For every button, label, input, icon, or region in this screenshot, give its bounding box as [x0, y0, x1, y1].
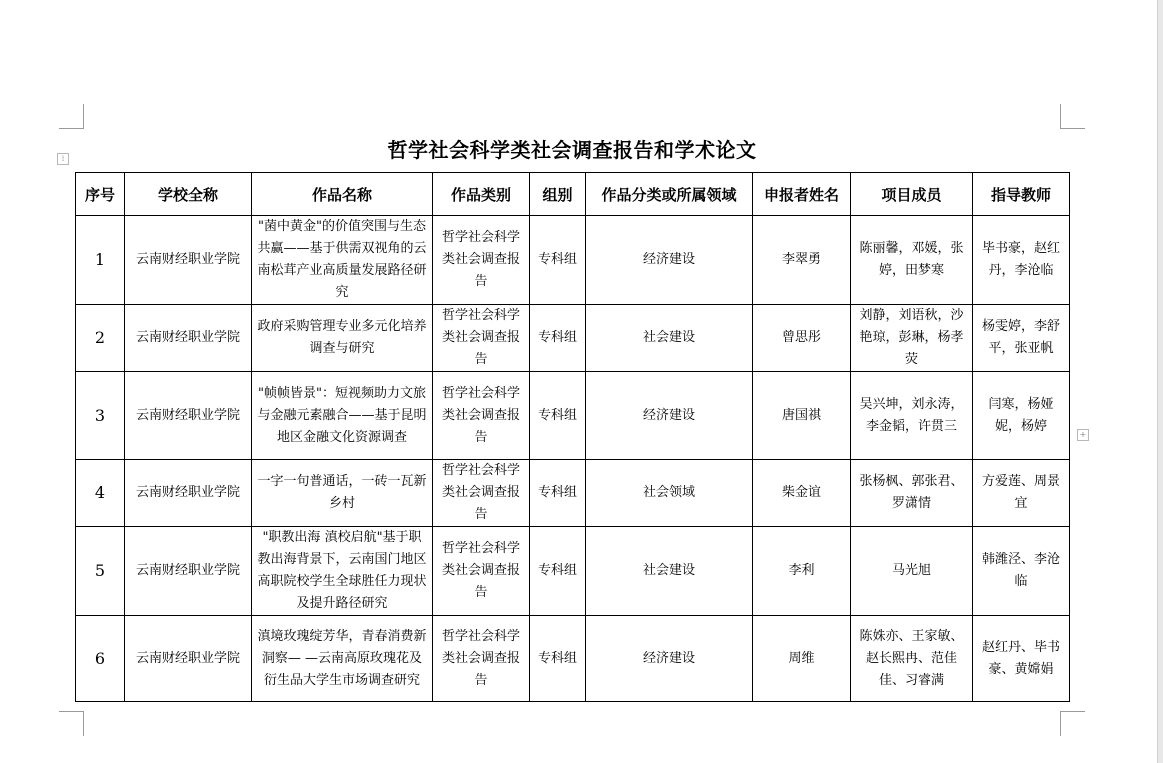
cell-seq: 3 — [76, 372, 125, 460]
header-row — [76, 173, 1070, 216]
cell-school: 云南财经职业学院 — [125, 305, 252, 372]
header-cell-work-name: 作品名称 — [252, 173, 433, 216]
window-edge — [1157, 0, 1163, 763]
cell-field: 经济建设 — [586, 372, 753, 460]
cell-members: 刘静，刘语秋，沙艳琼，彭琳，杨孝荧 — [851, 305, 973, 372]
cell-advisor: 韩潍泾、李沧临 — [973, 527, 1070, 616]
cell-advisor: 毕书豪，赵红丹，李沧临 — [973, 216, 1070, 305]
cell-category: 哲学社会科学类社会调查报告 — [433, 305, 530, 372]
cell-school: 云南财经职业学院 — [125, 460, 252, 527]
cell-category: 哲学社会科学类社会调查报告 — [433, 616, 530, 702]
table-add-row-icon[interactable]: + — [1077, 429, 1089, 441]
cell-applicant: 曾思彤 — [753, 305, 851, 372]
cell-school: 云南财经职业学院 — [125, 372, 252, 460]
table-row — [76, 616, 1070, 702]
cell-group: 专科组 — [530, 616, 586, 702]
cell-members: 张杨枫、郭张君、罗潇情 — [851, 460, 973, 527]
cell-group: 专科组 — [530, 527, 586, 616]
margin-corner-bottom-right — [1060, 711, 1085, 736]
cell-work-name: "职教出海 滇校启航"基于职教出海背景下，云南国门地区高职院校学生全球胜任力现状及提升路径研究 — [252, 527, 433, 616]
cell-applicant: 李翠勇 — [753, 216, 851, 305]
cell-members: 吴兴坤，刘永涛，李金韬，许贯三 — [851, 372, 973, 460]
cell-group: 专科组 — [530, 372, 586, 460]
document-title: 哲学社会科学类社会调查报告和学术论文 — [387, 138, 757, 162]
cell-category: 哲学社会科学类社会调查报告 — [433, 372, 530, 460]
header-cell-group: 组别 — [530, 173, 586, 216]
cell-applicant: 周维 — [753, 616, 851, 702]
cell-work-name: 滇境玫瑰绽芳华，青春消费新洞察— —云南高原玫瑰花及衍生品大学生市场调查研究 — [252, 616, 433, 702]
header-cell-seq: 序号 — [76, 173, 125, 216]
cell-members: 陈丽馨，邓媛，张婷，田梦寒 — [851, 216, 973, 305]
cell-school: 云南财经职业学院 — [125, 527, 252, 616]
cell-field: 社会建设 — [586, 305, 753, 372]
header-cell-field: 作品分类或所属领域 — [586, 173, 753, 216]
cell-advisor: 方爱莲、周景宜 — [973, 460, 1070, 527]
cell-field: 社会建设 — [586, 527, 753, 616]
cell-field: 经济建设 — [586, 216, 753, 305]
cell-members: 马光旭 — [851, 527, 973, 616]
cell-field: 经济建设 — [586, 616, 753, 702]
cell-group: 专科组 — [530, 460, 586, 527]
margin-corner-bottom-left — [59, 711, 84, 736]
cell-seq: 1 — [76, 216, 125, 305]
cell-work-name: "帧帧皆景"：短视频助力文旅与金融元素融合——基于昆明地区金融文化资源调查 — [252, 372, 433, 460]
cell-seq: 6 — [76, 616, 125, 702]
cell-group: 专科组 — [530, 216, 586, 305]
margin-corner-top-right — [1060, 104, 1085, 129]
cell-category: 哲学社会科学类社会调查报告 — [433, 527, 530, 616]
cell-advisor: 赵红丹、毕书豪、黄嫦娟 — [973, 616, 1070, 702]
cell-work-name: "菌中黄金"的价值突围与生态共赢——基于供需双视角的云南松茸产业高质量发展路径研究 — [252, 216, 433, 305]
cell-seq: 4 — [76, 460, 125, 527]
cell-group: 专科组 — [530, 305, 586, 372]
report-table — [75, 172, 1070, 702]
cell-advisor: 杨雯婷，李舒平，张亚帆 — [973, 305, 1070, 372]
cell-seq: 5 — [76, 527, 125, 616]
cell-category: 哲学社会科学类社会调查报告 — [433, 216, 530, 305]
table-move-handle-icon[interactable]: ⁞ — [57, 153, 69, 165]
cell-work-name: 政府采购管理专业多元化培养调查与研究 — [252, 305, 433, 372]
cell-advisor: 闫寒，杨娅妮，杨婷 — [973, 372, 1070, 460]
cell-school: 云南财经职业学院 — [125, 616, 252, 702]
cell-applicant: 李利 — [753, 527, 851, 616]
cell-applicant: 唐国祺 — [753, 372, 851, 460]
header-cell-school: 学校全称 — [125, 173, 252, 216]
header-cell-advisor: 指导教师 — [973, 173, 1070, 216]
table-row — [76, 372, 1070, 460]
cell-seq: 2 — [76, 305, 125, 372]
header-cell-members: 项目成员 — [851, 173, 973, 216]
table-row — [76, 305, 1070, 372]
table-row — [76, 460, 1070, 527]
header-cell-category: 作品类别 — [433, 173, 530, 216]
table-row — [76, 216, 1070, 305]
header-cell-applicant: 申报者姓名 — [753, 173, 851, 216]
cell-work-name: 一字一句普通话，一砖一瓦新乡村 — [252, 460, 433, 527]
cell-school: 云南财经职业学院 — [125, 216, 252, 305]
cell-members: 陈姝亦、王家敏、赵长熙冉、范佳佳、习睿满 — [851, 616, 973, 702]
margin-corner-top-left — [59, 104, 84, 129]
cell-field: 社会领域 — [586, 460, 753, 527]
cell-applicant: 柴金谊 — [753, 460, 851, 527]
cell-category: 哲学社会科学类社会调查报告 — [433, 460, 530, 527]
table-row — [76, 527, 1070, 616]
